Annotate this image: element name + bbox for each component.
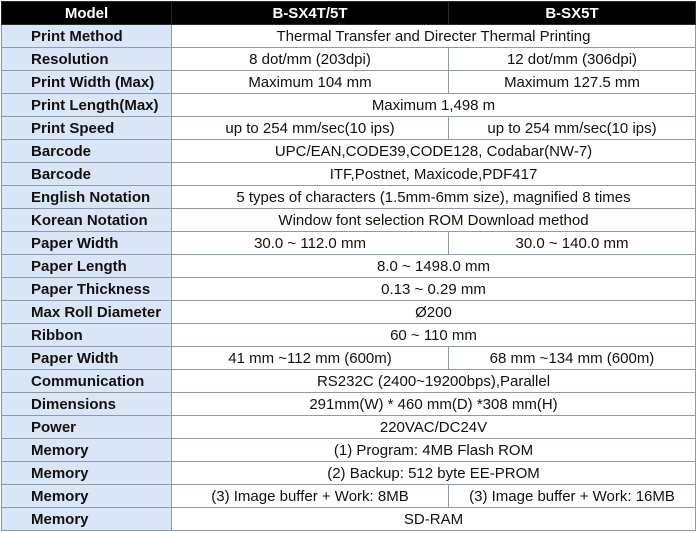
row-value: 220VAC/DC24V — [172, 416, 696, 439]
row-value: SD-RAM — [172, 508, 696, 531]
header-model: Model — [2, 2, 172, 25]
row-label: Print Method — [2, 25, 172, 48]
row-label: Resolution — [2, 48, 172, 71]
row-label: Max Roll Diameter — [2, 301, 172, 324]
row-label: Print Length(Max) — [2, 94, 172, 117]
row-value-a: 30.0 ~ 112.0 mm — [172, 232, 449, 255]
table-row — [2, 117, 696, 140]
row-label: Ribbon — [2, 324, 172, 347]
header-row — [2, 2, 696, 25]
table-row — [2, 186, 696, 209]
row-value: ITF,Postnet, Maxicode,PDF417 — [172, 163, 696, 186]
table-row — [2, 232, 696, 255]
row-label: Paper Length — [2, 255, 172, 278]
table-row — [2, 71, 696, 94]
row-value: UPC/EAN,CODE39,CODE128, Codabar(NW-7) — [172, 140, 696, 163]
table-row — [2, 278, 696, 301]
row-value: Maximum 1,498 m — [172, 94, 696, 117]
row-value-b: Maximum 127.5 mm — [449, 71, 696, 94]
row-value-b: 12 dot/mm (306dpi) — [449, 48, 696, 71]
row-label: Communication — [2, 370, 172, 393]
row-value: Thermal Transfer and Directer Thermal Printing — [172, 25, 696, 48]
row-label: Korean Notation — [2, 209, 172, 232]
row-value-a: Maximum 104 mm — [172, 71, 449, 94]
row-value-b: up to 254 mm/sec(10 ips) — [449, 117, 696, 140]
row-value: (1) Program: 4MB Flash ROM — [172, 439, 696, 462]
table-row — [2, 209, 696, 232]
table-row — [2, 393, 696, 416]
row-value-b: (3) Image buffer + Work: 16MB — [449, 485, 696, 508]
row-value: Window font selection ROM Download method — [172, 209, 696, 232]
row-label: Print Speed — [2, 117, 172, 140]
table-row — [2, 255, 696, 278]
row-label: Memory — [2, 439, 172, 462]
row-label: Paper Thickness — [2, 278, 172, 301]
row-label: Memory — [2, 485, 172, 508]
table-row — [2, 439, 696, 462]
row-value: 8.0 ~ 1498.0 mm — [172, 255, 696, 278]
row-value-a: 8 dot/mm (203dpi) — [172, 48, 449, 71]
table-row — [2, 485, 696, 508]
spec-table — [1, 1, 696, 531]
table-row — [2, 416, 696, 439]
table-row — [2, 508, 696, 531]
table-row — [2, 94, 696, 117]
row-value-a: (3) Image buffer + Work: 8MB — [172, 485, 449, 508]
table-row — [2, 163, 696, 186]
row-value: 291mm(W) * 460 mm(D) *308 mm(H) — [172, 393, 696, 416]
header-col-a: B-SX4T/5T — [172, 2, 449, 25]
row-label: Power — [2, 416, 172, 439]
table-row — [2, 25, 696, 48]
row-label: Barcode — [2, 163, 172, 186]
row-label: Memory — [2, 462, 172, 485]
row-value: RS232C (2400~19200bps),Parallel — [172, 370, 696, 393]
row-value: 5 types of characters (1.5mm-6mm size), magnified 8 times — [172, 186, 696, 209]
table-body — [2, 25, 696, 531]
table-row — [2, 462, 696, 485]
row-value-b: 30.0 ~ 140.0 mm — [449, 232, 696, 255]
row-value-a: up to 254 mm/sec(10 ips) — [172, 117, 449, 140]
row-value: Ø200 — [172, 301, 696, 324]
table-row — [2, 324, 696, 347]
row-label: Barcode — [2, 140, 172, 163]
table-row — [2, 301, 696, 324]
table-row — [2, 370, 696, 393]
row-value-a: 41 mm ~112 mm (600m) — [172, 347, 449, 370]
table-row — [2, 140, 696, 163]
row-label: Print Width (Max) — [2, 71, 172, 94]
row-value: (2) Backup: 512 byte EE-PROM — [172, 462, 696, 485]
table-header — [2, 2, 696, 25]
row-value: 60 ~ 110 mm — [172, 324, 696, 347]
row-label: English Notation — [2, 186, 172, 209]
row-value-b: 68 mm ~134 mm (600m) — [449, 347, 696, 370]
table-row — [2, 48, 696, 71]
row-label: Paper Width — [2, 347, 172, 370]
row-label: Dimensions — [2, 393, 172, 416]
row-value: 0.13 ~ 0.29 mm — [172, 278, 696, 301]
row-label: Memory — [2, 508, 172, 531]
table-row — [2, 347, 696, 370]
row-label: Paper Width — [2, 232, 172, 255]
header-col-b: B-SX5T — [449, 2, 696, 25]
